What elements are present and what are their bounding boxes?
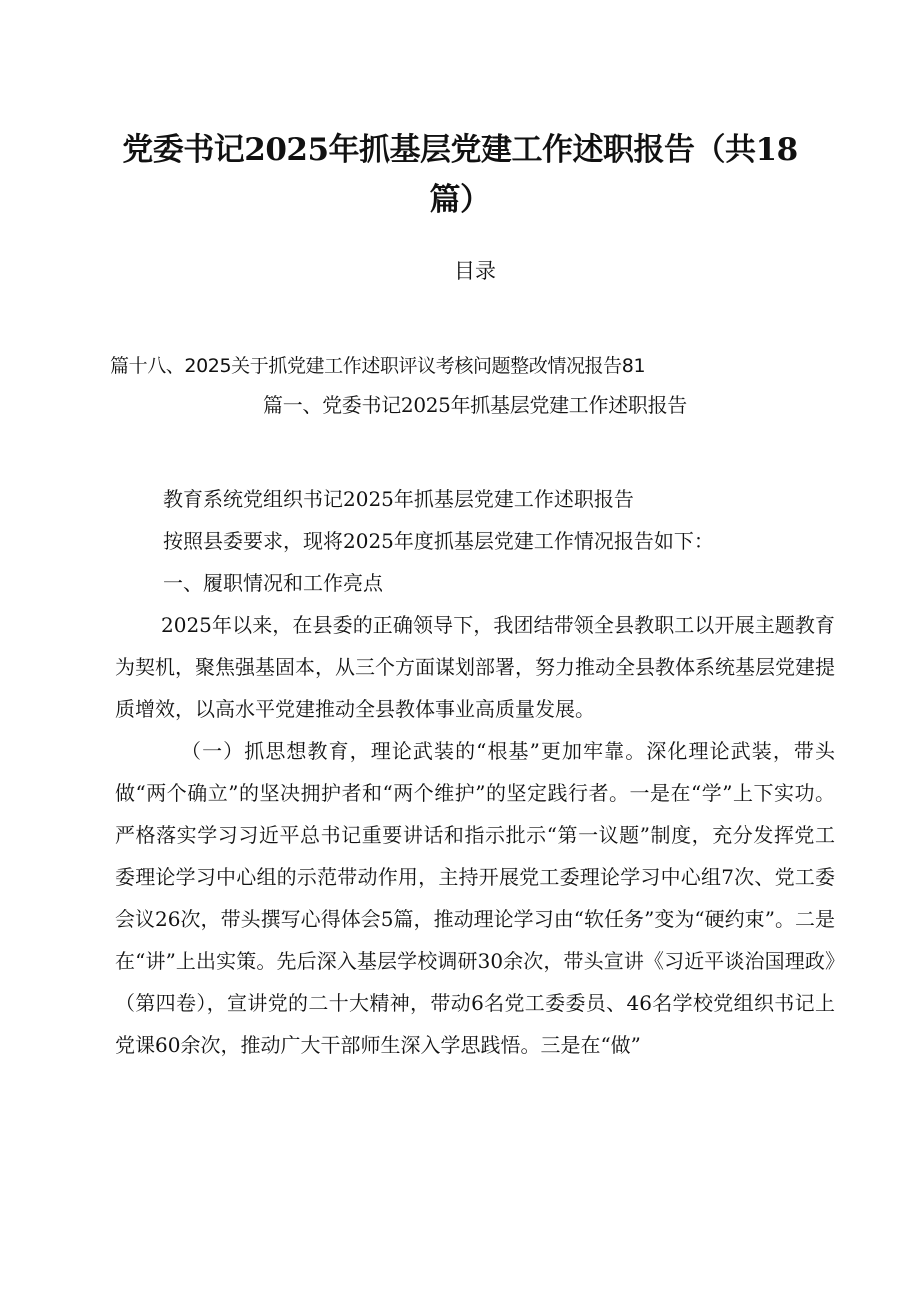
report-intro: 按照县委要求，现将2025年度抓基层党建工作情况报告如下： [163, 529, 714, 553]
document-body [115, 478, 835, 1066]
document-title: 党委书记2025年抓基层党建工作述职报告（共18篇） [122, 132, 798, 218]
toc-entry[interactable]: 篇十八、2025关于抓党建工作述职评议考核问题整改情况报告81 [110, 355, 646, 377]
section-heading: 一、履职情况和工作亮点 [163, 571, 383, 595]
report-subtitle: 教育系统党组织书记2025年抓基层党建工作述职报告 [163, 487, 634, 511]
section-title: 篇一、党委书记2025年抓基层党建工作述职报告 [263, 393, 687, 417]
body-paragraph: （一）抓思想教育，理论武装的“根基”更加牢靠。深化理论武装，带头做“两个确立”的坚决拥护者和“两个维护”的坚定践行者。一是在“学”上下实功。严格落实学习习近平总书记重要讲话和指示批示“第一议题”制度，充分发挥党工委理论学习中心组的示范带动作用，主持开展党工委理论学习中心组7次、党工委会议26次，带头撰写心得体会5篇，推动理论学习由“软任务”变为“硬约束”。二是在“讲”上出实策。先后深入基层学校调研30余次，带头宣讲《习近平谈治国理政》（第四卷），宣讲党的二十大精神，带动6名党工委委员、46名学校党组织书记上党课60余次，推动广大干部师生深入学思践悟。三是在“做” [115, 739, 835, 1057]
body-paragraph: 2025年以来，在县委的正确领导下，我团结带领全县教职工以开展主题教育为契机，聚焦强基固本，从三个方面谋划部署，努力推动全县教体系统基层党建提质增效，以高水平党建推动全县教体事业高质量发展。 [115, 613, 835, 721]
toc-heading: 目录 [454, 259, 496, 283]
